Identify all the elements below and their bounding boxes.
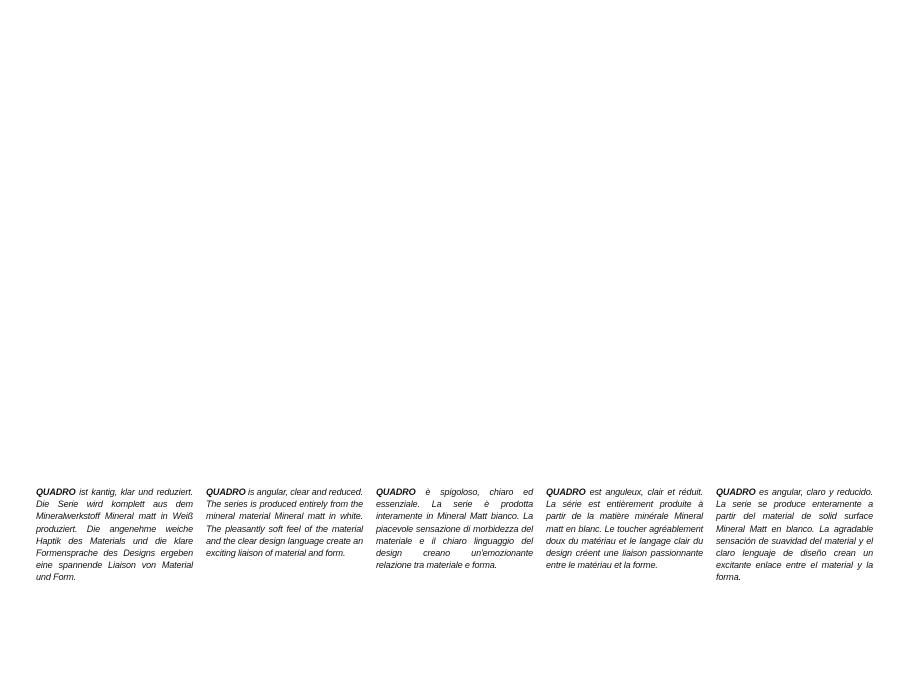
brand-name: QUADRO: [546, 487, 586, 497]
description-italian: [376, 486, 533, 571]
description-english: [206, 486, 363, 559]
brand-name: QUADRO: [206, 487, 246, 497]
description-text: è spigoloso, chiaro ed essenziale. La serie è prodotta interamente in Mineral Matt bianco. La piacevole sensazione di morbidezza del materiale e il chiaro linguaggio del design creano un'emozionante relazione tra materiale e forma.: [376, 487, 533, 571]
description-french: [546, 486, 703, 571]
brand-name: QUADRO: [376, 487, 416, 497]
description-text: ist kantig, klar und reduziert. Die Serie wird komplett aus dem Mineralwerkstoff Mineral matt in Weiß produziert. Die angenehme weiche Haptik des Materials und die klare Formensprache des Designs ergeben eine spannende Liaison von Material und Form.: [36, 487, 193, 583]
multilingual-description: [36, 486, 876, 596]
description-text: is angular, clear and reduced. The series is produced entirely from the mineral material Mineral matt in white. The pleasantly soft feel of the material and the clear design language create an exciting liaison of material and form.: [206, 487, 363, 559]
description-spanish: [716, 486, 873, 584]
description-text: est anguleux, clair et réduit. La série est entièrement produite à partir de la matière minérale Mineral matt en blanc. Le toucher agréablement doux du matériau et le langage clair du design créent une liaison passionnante entre le matériau et la forme.: [546, 487, 703, 571]
brand-name: QUADRO: [36, 487, 76, 497]
description-text: es angular, claro y reducido. La serie se produce enteramente a partir del material de solid surface Mineral Matt en blanco. La agradable sensación de suavidad del material y el claro lenguaje de diseño crean un excitante enlace entre el material y la forma.: [716, 487, 873, 583]
description-german: [36, 486, 193, 584]
brand-name: QUADRO: [716, 487, 756, 497]
